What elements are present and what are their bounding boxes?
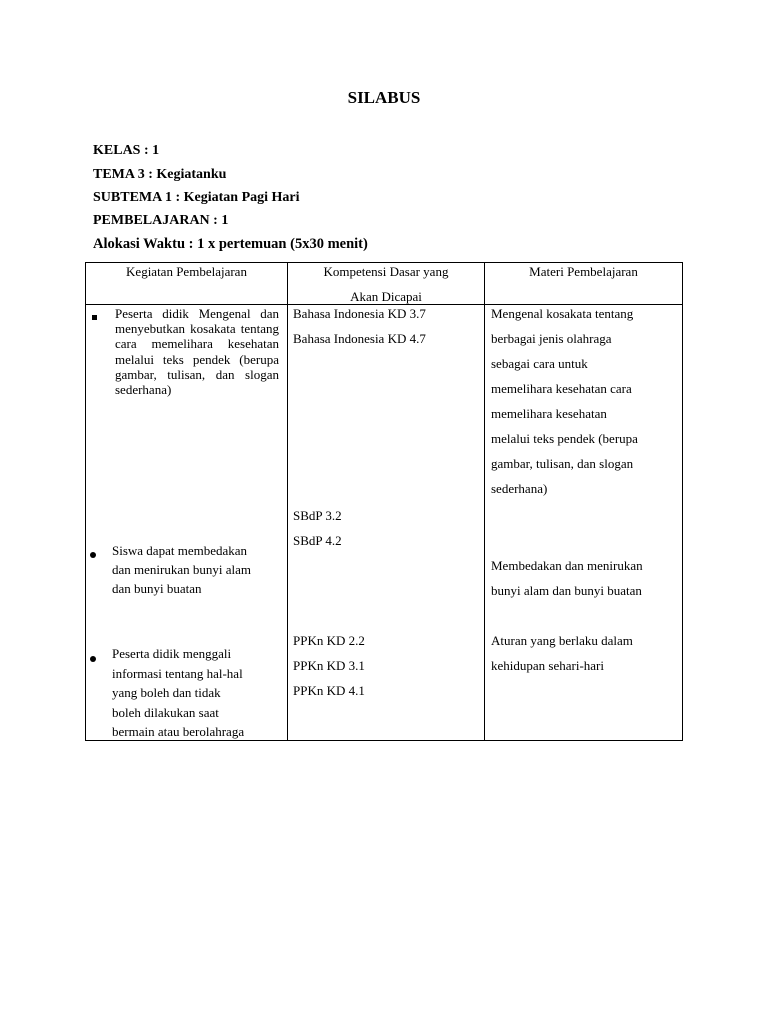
kegiatan-line: Peserta didik menggali bbox=[112, 646, 232, 661]
column-divider bbox=[287, 263, 288, 740]
materi-list-2 bbox=[491, 553, 643, 603]
kegiatan-line: bermain atau berolahraga bbox=[112, 724, 245, 739]
kd-item: PPKn KD 3.1 bbox=[293, 658, 365, 673]
materi-line: berbagai jenis olahraga bbox=[491, 331, 612, 346]
pembelajaran-line: PEMBELAJARAN : 1 bbox=[93, 213, 229, 228]
kegiatan-line: informasi tentang hal-hal bbox=[112, 665, 243, 681]
kegiatan-line: boleh dilakukan saat bbox=[112, 704, 219, 720]
square-bullet-icon bbox=[92, 308, 97, 323]
header-kegiatan: Kegiatan Pembelajaran bbox=[126, 264, 247, 279]
materi-line: Membedakan dan menirukan bbox=[491, 558, 643, 573]
materi-line: Mengenal kosakata tentang bbox=[491, 306, 634, 321]
materi-line: sederhana) bbox=[491, 481, 548, 496]
bullet-dot-icon bbox=[90, 650, 96, 665]
alokasi-waktu-line: Alokasi Waktu : 1 x pertemuan (5x30 menit) bbox=[93, 236, 368, 252]
kd-list-3 bbox=[293, 628, 365, 703]
kelas-line: KELAS : 1 bbox=[93, 143, 160, 158]
materi-line: melalui teks pendek (berupa bbox=[491, 431, 638, 446]
materi-line: memelihara kesehatan bbox=[491, 406, 607, 421]
kd-list-2 bbox=[293, 503, 342, 553]
materi-line: Aturan yang berlaku dalam bbox=[491, 633, 633, 648]
kegiatan-line: dan menirukan bunyi alam bbox=[112, 562, 251, 577]
tema-line: TEMA 3 : Kegiatanku bbox=[93, 167, 227, 182]
materi-list-3 bbox=[491, 628, 633, 678]
kegiatan-line: dan bunyi buatan bbox=[112, 581, 202, 596]
materi-line: gambar, tulisan, dan slogan bbox=[491, 456, 634, 471]
kegiatan-line: Siswa dapat membedakan bbox=[112, 543, 248, 558]
kd-item: Bahasa Indonesia KD 4.7 bbox=[293, 331, 426, 346]
header-materi: Materi Pembelajaran bbox=[529, 264, 638, 279]
kd-item: Bahasa Indonesia KD 3.7 bbox=[293, 306, 426, 321]
subtema-line: SUBTEMA 1 : Kegiatan Pagi Hari bbox=[93, 190, 300, 205]
materi-list-1 bbox=[491, 301, 638, 501]
header-kompetensi-line2: Akan Dicapai bbox=[350, 289, 422, 304]
column-divider bbox=[484, 263, 485, 740]
materi-line: kehidupan sehari-hari bbox=[491, 658, 604, 673]
bullet-dot-icon bbox=[90, 546, 96, 561]
header-kompetensi-line1: Kompetensi Dasar yang bbox=[323, 264, 449, 279]
silabus-table bbox=[85, 262, 683, 741]
document-title: SILABUS bbox=[347, 88, 421, 107]
kegiatan-2 bbox=[112, 541, 251, 598]
kd-item: PPKn KD 2.2 bbox=[293, 633, 365, 648]
kegiatan-line: yang boleh dan tidak bbox=[112, 685, 221, 700]
materi-line: sebagai cara untuk bbox=[491, 356, 588, 371]
kegiatan-1: Peserta didik Mengenal dan menyebutkan kosakata tentang cara memelihara kesehatan melalui teks pendek (berupa gambar, tulisan, dan slogan sederhana) bbox=[115, 306, 279, 398]
kd-item: SBdP 4.2 bbox=[293, 533, 342, 548]
kd-list-1 bbox=[293, 301, 426, 351]
kd-item: PPKn KD 4.1 bbox=[293, 683, 365, 698]
materi-line: bunyi alam dan bunyi buatan bbox=[491, 583, 642, 598]
materi-line: memelihara kesehatan cara bbox=[491, 381, 632, 396]
kd-item: SBdP 3.2 bbox=[293, 508, 342, 523]
kegiatan-3 bbox=[112, 644, 244, 742]
